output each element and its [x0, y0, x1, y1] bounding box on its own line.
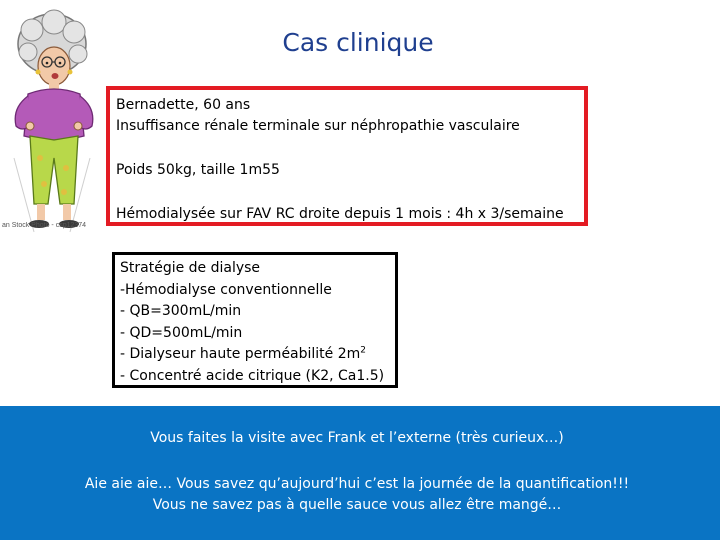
- slide-title: Cas clinique: [282, 28, 434, 57]
- patient-dialysis-history: Hémodialysée sur FAV RC droite depuis 1 mois : 4h x 3/semaine: [116, 206, 564, 222]
- strategy-item: - Concentré acide citrique (K2, Ca1.5): [120, 367, 385, 384]
- image-watermark: an Stock Photo - csp12374: [2, 222, 87, 229]
- footer-line-visit: Vous faites la visite avec Frank et l’externe (très curieux…): [150, 430, 564, 446]
- strategy-item: [120, 344, 395, 366]
- patient-info-box: [106, 86, 588, 226]
- patient-name-age: Bernadette, 60 ans: [116, 97, 251, 113]
- grandmother-cartoon-illustration: [4, 8, 100, 236]
- dialysis-strategy-box: [112, 252, 398, 388]
- strategy-item: -Hémodialyse conventionnelle: [120, 281, 332, 298]
- strategy-item-text: - Dialyseur haute perméabilité 2m: [120, 346, 361, 362]
- footer-line-sauce: Vous ne savez pas à quelle sauce vous allez être mangé…: [152, 497, 562, 513]
- superscript-two: 2: [360, 345, 367, 356]
- footer-banner: [0, 406, 720, 540]
- patient-diagnosis: Insuffisance rénale terminale sur néphropathie vasculaire: [116, 118, 520, 134]
- patient-weight-height: Poids 50kg, taille 1m55: [116, 162, 280, 178]
- footer-line-quantification: Aie aie aie… Vous savez qu’aujourd’hui c’est la journée de la quantification!!!: [84, 476, 630, 492]
- strategy-item: - QD=500mL/min: [120, 324, 243, 341]
- strategy-heading: Stratégie de dialyse: [120, 260, 261, 276]
- strategy-item: - QB=300mL/min: [120, 303, 242, 319]
